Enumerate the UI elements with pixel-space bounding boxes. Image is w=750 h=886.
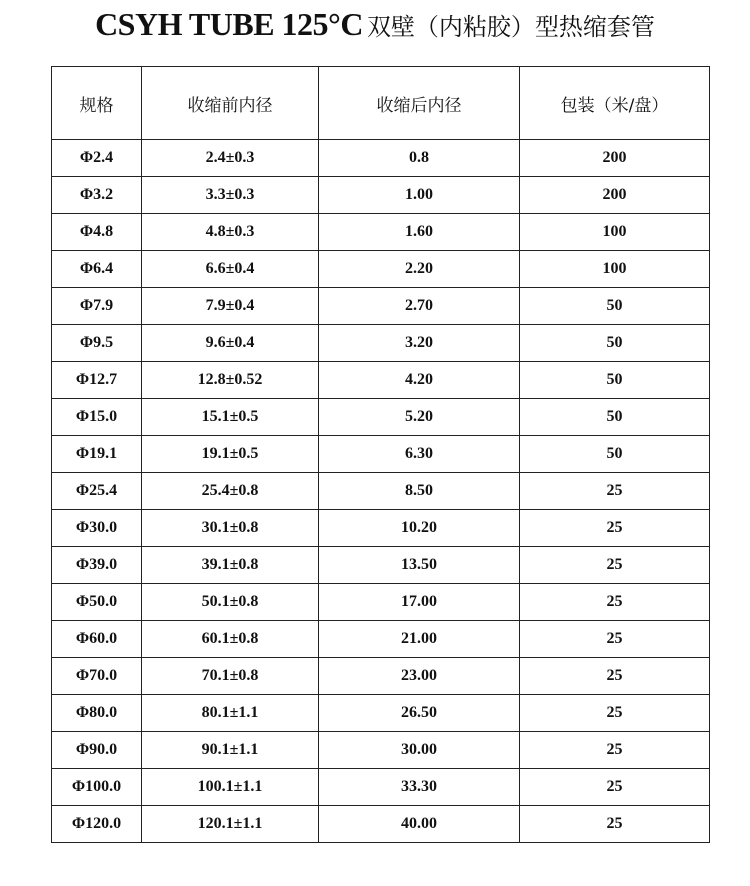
- header-cell-package: 包装（米/盘）: [520, 67, 710, 140]
- cell-id-after: 10.20: [319, 510, 520, 547]
- cell-id-after: 3.20: [319, 325, 520, 362]
- cell-spec: Φ9.5: [52, 325, 142, 362]
- cell-id-before: 2.4±0.3: [142, 140, 319, 177]
- title-product: CSYH TUBE 125°C: [95, 6, 363, 42]
- cell-spec: Φ12.7: [52, 362, 142, 399]
- cell-spec: Φ2.4: [52, 140, 142, 177]
- cell-spec: Φ80.0: [52, 695, 142, 732]
- table-row: [52, 806, 710, 843]
- cell-package: 100: [520, 214, 710, 251]
- cell-spec: Φ15.0: [52, 399, 142, 436]
- cell-spec: Φ19.1: [52, 436, 142, 473]
- table-row: [52, 473, 710, 510]
- table-row: [52, 251, 710, 288]
- cell-id-before: 4.8±0.3: [142, 214, 319, 251]
- cell-id-after: 2.20: [319, 251, 520, 288]
- cell-id-before: 3.3±0.3: [142, 177, 319, 214]
- cell-id-after: 6.30: [319, 436, 520, 473]
- cell-spec: Φ4.8: [52, 214, 142, 251]
- cell-package: 25: [520, 769, 710, 806]
- cell-id-before: 6.6±0.4: [142, 251, 319, 288]
- cell-spec: Φ120.0: [52, 806, 142, 843]
- cell-id-after: 26.50: [319, 695, 520, 732]
- page-title: [0, 6, 750, 54]
- cell-id-before: 7.9±0.4: [142, 288, 319, 325]
- cell-package: 25: [520, 547, 710, 584]
- table-row: [52, 510, 710, 547]
- cell-spec: Φ70.0: [52, 658, 142, 695]
- cell-id-before: 19.1±0.5: [142, 436, 319, 473]
- cell-package: 50: [520, 399, 710, 436]
- cell-package: 50: [520, 436, 710, 473]
- title-description: 双壁（内粘胶）型热缩套管: [366, 13, 655, 41]
- cell-id-after: 13.50: [319, 547, 520, 584]
- cell-package: 25: [520, 584, 710, 621]
- cell-package: 25: [520, 658, 710, 695]
- cell-id-before: 70.1±0.8: [142, 658, 319, 695]
- cell-spec: Φ25.4: [52, 473, 142, 510]
- cell-id-after: 0.8: [319, 140, 520, 177]
- cell-id-before: 50.1±0.8: [142, 584, 319, 621]
- table-row: [52, 399, 710, 436]
- cell-package: 200: [520, 140, 710, 177]
- cell-spec: Φ39.0: [52, 547, 142, 584]
- cell-spec: Φ7.9: [52, 288, 142, 325]
- header-cell-id-after: 收缩后内径: [319, 67, 520, 140]
- table-row: [52, 214, 710, 251]
- table-row: [52, 584, 710, 621]
- cell-package: 25: [520, 473, 710, 510]
- table-row: [52, 288, 710, 325]
- cell-id-before: 90.1±1.1: [142, 732, 319, 769]
- cell-id-after: 40.00: [319, 806, 520, 843]
- cell-spec: Φ60.0: [52, 621, 142, 658]
- table-row: [52, 769, 710, 806]
- cell-package: 50: [520, 362, 710, 399]
- cell-package: 100: [520, 251, 710, 288]
- table-row: [52, 177, 710, 214]
- cell-package: 25: [520, 695, 710, 732]
- cell-package: 25: [520, 806, 710, 843]
- spec-table: [51, 66, 710, 843]
- table-row: [52, 695, 710, 732]
- cell-package: 50: [520, 325, 710, 362]
- table-row: [52, 325, 710, 362]
- cell-id-before: 39.1±0.8: [142, 547, 319, 584]
- cell-id-after: 33.30: [319, 769, 520, 806]
- table-row: [52, 140, 710, 177]
- cell-package: 25: [520, 732, 710, 769]
- cell-package: 50: [520, 288, 710, 325]
- cell-id-after: 2.70: [319, 288, 520, 325]
- cell-spec: Φ30.0: [52, 510, 142, 547]
- cell-spec: Φ6.4: [52, 251, 142, 288]
- cell-id-after: 23.00: [319, 658, 520, 695]
- cell-spec: Φ100.0: [52, 769, 142, 806]
- cell-id-after: 1.60: [319, 214, 520, 251]
- cell-id-before: 120.1±1.1: [142, 806, 319, 843]
- cell-package: 200: [520, 177, 710, 214]
- cell-id-after: 30.00: [319, 732, 520, 769]
- header-cell-spec: 规格: [52, 67, 142, 140]
- cell-id-before: 80.1±1.1: [142, 695, 319, 732]
- cell-id-before: 12.8±0.52: [142, 362, 319, 399]
- cell-id-before: 30.1±0.8: [142, 510, 319, 547]
- cell-id-after: 21.00: [319, 621, 520, 658]
- cell-spec: Φ50.0: [52, 584, 142, 621]
- cell-spec: Φ3.2: [52, 177, 142, 214]
- cell-id-before: 60.1±0.8: [142, 621, 319, 658]
- cell-package: 25: [520, 510, 710, 547]
- table-row: [52, 436, 710, 473]
- table-row: [52, 732, 710, 769]
- table-row: [52, 621, 710, 658]
- cell-spec: Φ90.0: [52, 732, 142, 769]
- cell-id-before: 100.1±1.1: [142, 769, 319, 806]
- cell-id-before: 25.4±0.8: [142, 473, 319, 510]
- cell-id-after: 1.00: [319, 177, 520, 214]
- cell-id-after: 4.20: [319, 362, 520, 399]
- header-cell-id-before: 收缩前内径: [142, 67, 319, 140]
- cell-id-before: 9.6±0.4: [142, 325, 319, 362]
- cell-id-before: 15.1±0.5: [142, 399, 319, 436]
- cell-package: 25: [520, 621, 710, 658]
- table-row: [52, 547, 710, 584]
- cell-id-after: 5.20: [319, 399, 520, 436]
- table-row: [52, 362, 710, 399]
- cell-id-after: 17.00: [319, 584, 520, 621]
- cell-id-after: 8.50: [319, 473, 520, 510]
- header-row: [52, 67, 710, 140]
- table-row: [52, 658, 710, 695]
